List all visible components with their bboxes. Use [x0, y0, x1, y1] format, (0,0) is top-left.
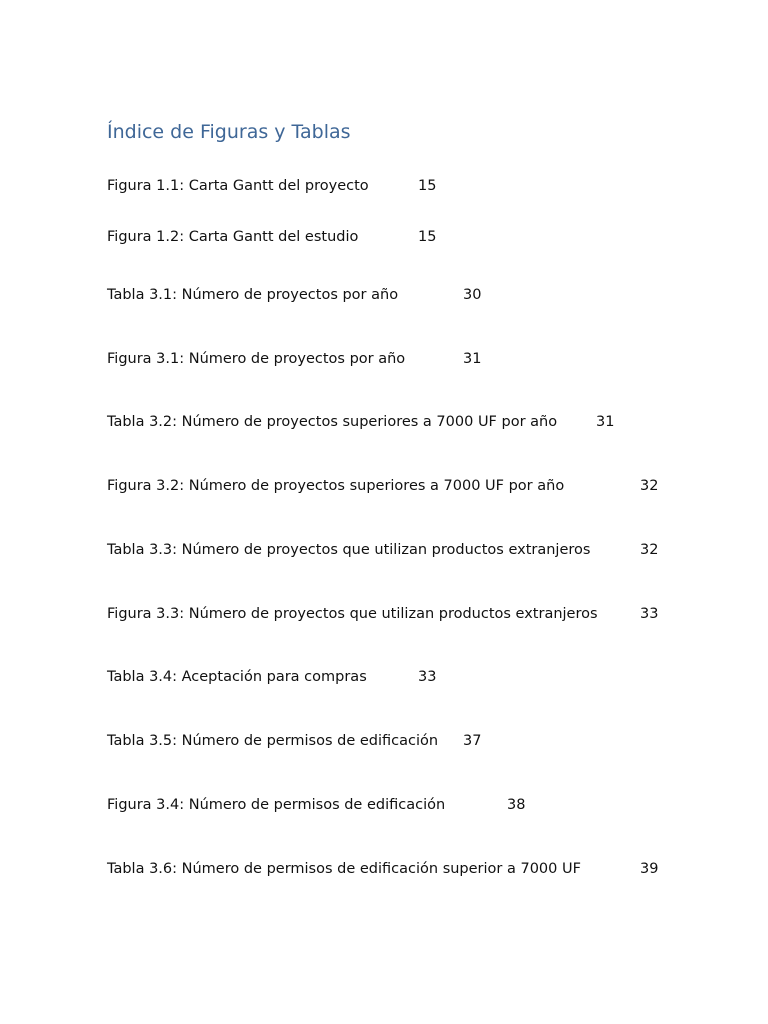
entry-page-number: 15	[418, 178, 437, 194]
entry-page-number: 32	[640, 478, 659, 494]
entry-page-number: 37	[463, 733, 482, 749]
entry-label: Figura 1.2: Carta Gantt del estudio	[107, 229, 359, 245]
index-entry	[0, 604, 768, 624]
entry-page-number: 31	[596, 414, 615, 430]
entry-label: Figura 1.1: Carta Gantt del proyecto	[107, 178, 369, 194]
entry-page-number: 38	[507, 797, 526, 813]
index-entry	[0, 176, 768, 196]
index-entry	[0, 731, 768, 751]
entry-label: Tabla 3.3: Número de proyectos que utilizan productos extranjeros	[107, 542, 591, 558]
index-entry	[0, 476, 768, 496]
entry-label: Figura 3.1: Número de proyectos por año	[107, 351, 406, 367]
entry-label: Figura 3.4: Número de permisos de edificación	[107, 797, 446, 813]
entry-page-number: 39	[640, 861, 659, 877]
entry-label: Tabla 3.4: Aceptación para compras	[107, 669, 367, 685]
index-entry	[0, 540, 768, 560]
index-entry	[0, 667, 768, 687]
index-entry	[0, 349, 768, 369]
entry-page-number: 33	[418, 669, 437, 685]
index-entry	[0, 859, 768, 879]
entry-label: Tabla 3.1: Número de proyectos por año	[107, 287, 399, 303]
entry-label: Figura 3.3: Número de proyectos que utilizan productos extranjeros	[107, 606, 598, 622]
entry-label: Tabla 3.6: Número de permisos de edificación superior a 7000 UF	[107, 861, 581, 877]
entry-label: Figura 3.2: Número de proyectos superiores a 7000 UF por año	[107, 478, 565, 494]
entry-page-number: 15	[418, 229, 437, 245]
entry-page-number: 31	[463, 351, 482, 367]
entry-page-number: 33	[640, 606, 659, 622]
entry-label: Tabla 3.2: Número de proyectos superiores a 7000 UF por año	[107, 414, 558, 430]
index-entry	[0, 227, 768, 247]
index-entry	[0, 285, 768, 305]
index-entry	[0, 412, 768, 432]
index-entry	[0, 795, 768, 815]
page-title: Índice de Figuras y Tablas	[107, 121, 351, 143]
entry-page-number: 30	[463, 287, 482, 303]
entry-label: Tabla 3.5: Número de permisos de edificación	[107, 733, 439, 749]
entry-page-number: 32	[640, 542, 659, 558]
